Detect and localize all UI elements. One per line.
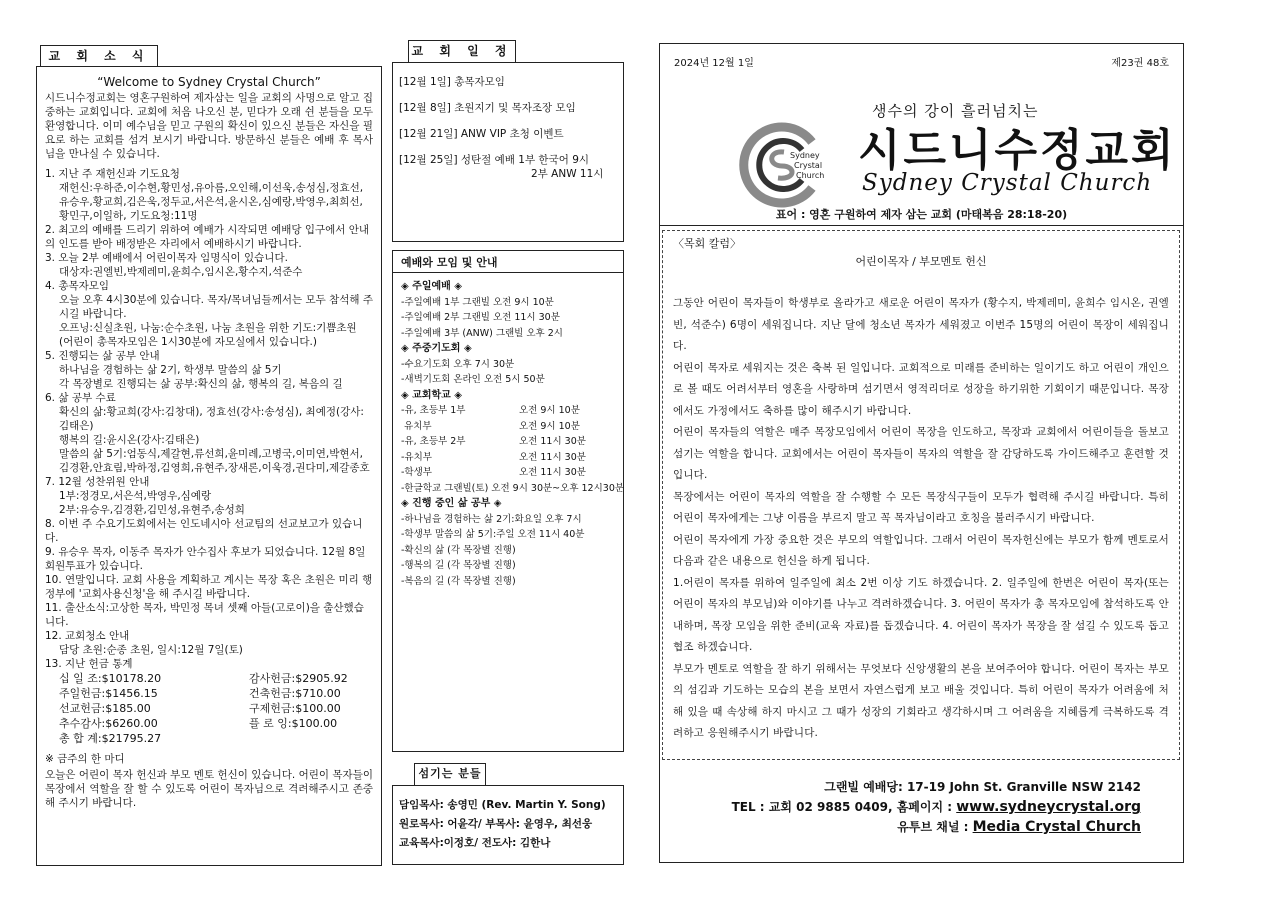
schedule-tab: 교 회 일 정	[408, 40, 516, 62]
worship-row-name: -수요기도회 오후 7시 30분	[401, 358, 515, 370]
offering-cell: 건축헌금:$710.00	[249, 687, 341, 700]
church-logo	[734, 120, 834, 210]
news-item-head: 12. 교회청소 안내	[45, 630, 130, 642]
youtube-link[interactable]: Media Crystal Church	[972, 819, 1141, 835]
worship-row-name: -하나님을 경험하는 삶 2기:화요일 오후 7시	[401, 513, 582, 525]
news-item	[45, 517, 373, 545]
worship-row-name: 유치부	[401, 420, 432, 432]
offering-cell: 총 합 계:$21795.27	[59, 732, 162, 745]
worship-row	[401, 450, 615, 466]
worship-row	[401, 403, 615, 419]
news-item-body: 대상자:권엘빈,박제레미,윤희수,임시온,황수지,석준수	[59, 266, 303, 278]
offering-cell: 선교헌금:$185.00	[59, 702, 151, 715]
worship-row	[401, 434, 615, 450]
slogan: 생수의 강이 흘러넘치는	[872, 102, 1039, 120]
worship-row-name: -복음의 길 (각 목장별 진행)	[401, 575, 516, 587]
news-item-body: 오늘 오후 4시30분에 있습니다. 목자/목녀님들께서는 모두 참석해 주시길 바랍니다. 오프닝:신실초원, 나눔:순수초원, 나눔 초원을 위한 기도:기쁨초원 (어린이 총목자모임은 1시30분에 자모실에서 있습니다.)	[59, 294, 373, 348]
news-item	[45, 349, 373, 391]
staff-line: 담임목사: 송영민 (Rev. Martin Y. Song)	[399, 799, 606, 811]
worship-row-name: -유, 초등부 2부	[401, 436, 466, 447]
worship-section-title: ◈ 주중기도회 ◈	[401, 343, 472, 354]
worship-row-name: -행복의 길 (각 목장별 진행)	[401, 560, 516, 571]
worship-row	[401, 558, 615, 574]
worship-row	[401, 372, 615, 388]
news-item-head: 4. 총목자모임	[45, 280, 110, 292]
news-item	[45, 545, 373, 573]
offering-cell: 주일헌금:$1456.15	[59, 687, 158, 700]
worship-row	[401, 295, 615, 311]
worship-row-name: -주일예배 3부 (ANW) 그랜빌 오후 2시	[401, 327, 563, 339]
welcome-heading: “Welcome to Sydney Crystal Church”	[97, 75, 321, 89]
column-paragraph: 어린이 목자들의 역할은 매주 목장모임에서 어린이 목장을 인도하고, 목장과 교회에서 어린이들을 돌보고 섬기는 역할을 합니다. 교회에서는 어린이 목자들이 목자의 역할을 잘 감당하도록 가이드해주고 훈련할 것입니다.	[673, 426, 1169, 481]
worship-section	[392, 272, 624, 752]
worship-row	[401, 574, 615, 590]
logo-text-1: Sydney	[790, 151, 820, 160]
column-paragraph: 부모가 멘토로 역할을 잘 하기 위해서는 무엇보다 신앙생활의 본을 보여주어야 합니다. 어린이 목자는 부모의 섬김과 기도하는 모습의 본을 보면서 자연스럽게 보고 배울 것입니다. 특히 어린이 목자가 어려움에 처해 있을 때 속상해 하지 마시고 그 때가 성장의 기회라고 생각하시며 그 어려움을 지혜롭게 극복하도록 격려하고 응원해주시기 바랍니다.	[673, 662, 1169, 739]
news-item-head: 13. 지난 헌금 통계	[45, 658, 133, 670]
church-name-english: Sydney Crystal Church	[862, 170, 1153, 196]
news-item	[45, 475, 373, 517]
news-item-body: 하나님을 경험하는 삶 2기, 학생부 말씀의 삶 5기 각 목장별로 진행되는 삶 공부:확신의 삶, 행복의 길, 복음의 길	[59, 364, 343, 390]
worship-row-name: -확신의 삶 (각 목장별 진행)	[401, 544, 516, 556]
staff-line: 원로목사: 어윤각/ 부목사: 윤영우, 최선웅	[399, 818, 593, 830]
news-item-head: 5. 진행되는 삶 공부 안내	[45, 350, 160, 362]
worship-row-time: 오전 9시 10분	[519, 420, 580, 432]
worship-row-name: -학생부 말씀의 삶 5기:주일 오전 11시 40분	[401, 529, 585, 540]
column-paragraph: 그동안 어린이 목자들이 학생부로 올라가고 새로운 어린이 목자가 (황수지, 박제레미, 윤희수 임시온, 권엘빈, 석준수) 6명이 세워집니다. 지난 달에 청소년 목자가 세워졌고 이번주 15명의 어린이 목장이 세워집니다.	[673, 297, 1169, 352]
worship-row-name: -주일예배 2부 그랜빌 오전 11시 30분	[401, 312, 560, 323]
worship-row	[401, 527, 615, 543]
schedule-event-text: [12월 1일] 총목자모임	[399, 76, 505, 88]
news-list	[45, 167, 373, 671]
divider	[660, 225, 1183, 226]
intro-text: 시드니수정교회는 영혼구원하여 제자삼는 일을 교회의 사명으로 알고 집중하는 교회입니다. 교회에 처음 나오신 분, 믿다가 오래 쉰 분들을 모두 환영합니다. 이미 예수님을 믿고 구원의 확신이 있으신 분들은 자신을 필요로 하는 교회를 섬겨 보시기 바랍니다. 방문하신 분들은 예배 후 목사님을 만나실 수 있습니다.	[45, 92, 373, 160]
worship-section-title: ◈ 진행 중인 삶 공부 ◈	[401, 498, 502, 509]
staff-line: 교육목사:이정호/ 전도사: 김한나	[399, 837, 551, 849]
column-body	[673, 293, 1169, 745]
worship-row	[401, 326, 615, 342]
worship-row-name: -주일예배 1부 그랜빌 오전 9시 10분	[401, 296, 554, 308]
news-item-head: 1. 지난 주 재헌신과 기도요청	[45, 168, 180, 180]
worship-row	[401, 357, 615, 373]
logo-text-3: Church	[796, 171, 825, 180]
tel-label: TEL : 교회 02 9885 0409, 홈페이지 :	[731, 800, 957, 814]
church-news-section	[36, 66, 382, 866]
news-item-body: 재헌신:우하준,이수현,황민성,유아름,오인해,이선욱,송성심,정효선,유승우,황교희,김은욱,정두교,서은석,윤시온,심예랑,박영우,최희선,황민구,이일하, 기도요청:11명	[59, 182, 364, 222]
news-item	[45, 223, 373, 251]
website-link[interactable]: www.sydneycrystal.org	[956, 799, 1141, 815]
worship-row-time: 오전 11시 30분	[519, 436, 586, 447]
news-item	[45, 601, 373, 629]
news-item	[45, 573, 373, 601]
issue-volume: 제23권 48호	[1111, 58, 1169, 69]
schedule-event-sub: 2부 ANW 11시	[531, 168, 604, 180]
offering-cell: 추수감사:$6260.00	[59, 717, 158, 730]
column-paragraph: 1.어린이 목자를 위하여 일주일에 최소 2번 이상 기도 하겠습니다. 2. 일주일에 한번은 어린이 목자(또는 어린이 목자의 부모님)와 이야기를 나누고 격려하겠습니다. 3. 어린이 목자가 총 목자모임에 참석하도록 안내하며, 목장 모임을 위한 준비(교육 자료)를 돕겠습니다. 4. 어린이 목자가 목장을 잘 섬길 수 있도록 돕고 협조 하겠습니다.	[673, 576, 1169, 653]
worship-section-title: ◈ 주일예배 ◈	[401, 281, 462, 292]
column-paragraph: 어린이 목자로 세워지는 것은 축복 된 일입니다. 교회적으로 미래를 준비하는 일이기도 하고 어린이 개인으로 볼 때도 어려서부터 영혼을 사랑하며 섬기면서 영적리더로 성장을 하기위한 기회이기 때문입니다. 목장에서도 가정에서도 축하를 많이 해주시기 바랍니다.	[673, 361, 1169, 417]
column-title: 어린이목자 / 부모멘토 헌신	[855, 255, 987, 268]
schedule-event	[399, 75, 617, 89]
address: 그랜빌 예배당: 17-19 John St. Granville NSW 2142	[824, 780, 1141, 794]
youtube-label: 유투브 채널 :	[897, 820, 973, 834]
news-item-head: 11. 출산소식:고상한 목자, 박민정 목녀 셋째 아들(고로이)을 출산했습니다.	[45, 602, 364, 628]
news-tab: 교 회 소 식	[40, 45, 158, 67]
news-item-body: 담당 초원:순종 초원, 일시:12월 7일(토)	[59, 644, 243, 656]
worship-row	[401, 419, 615, 435]
news-item-head: 10. 연말입니다. 교회 사용을 계획하고 계시는 목장 혹은 초원은 미리 행정부에 '교회사용신청'을 해 주시길 바랍니다.	[45, 574, 373, 600]
worship-heading: 예배와 모임 및 안내	[392, 250, 624, 272]
worship-row-time: 오전 9시 10분	[519, 405, 580, 416]
offering-cell	[249, 731, 399, 746]
tip-heading: ※ 금주의 한 마디	[45, 753, 125, 765]
column-tag: 〈목회 칼럼〉	[673, 237, 742, 250]
worship-row-time: 오전 11시 30분	[519, 467, 586, 478]
news-item	[45, 391, 373, 475]
offering-cell: 십 일 조:$10178.20	[59, 672, 162, 685]
news-item-body: 1부:정경모,서은석,박영우,심예랑 2부:유승우,김경환,김민성,유현주,송성희	[59, 490, 245, 516]
column-paragraph: 목장에서는 어린이 목자의 역할을 잘 수행할 수 모든 목장식구들이 모두가 협력해 주시길 바랍니다. 특히 어린이 목자에게는 그냥 이름을 부르지 말고 꼭 목자님이라고 호칭을 불러주시기 바랍니다.	[673, 490, 1169, 524]
news-item	[45, 167, 373, 223]
worship-row-name: -한글학교 그랜빌(토) 오전 9시 30분~오후 12시30분	[401, 482, 625, 494]
news-item-head: 3. 오늘 2부 예배에서 어린이목자 임명식이 있습니다.	[45, 252, 288, 264]
issue-date: 2024년 12월 1일	[674, 58, 754, 69]
schedule-event-text: [12월 25일] 성탄절 예배 1부 한국어 9시	[399, 154, 590, 166]
worship-row	[401, 310, 615, 326]
worship-row	[401, 465, 615, 481]
news-item	[45, 657, 373, 671]
worship-row	[401, 543, 615, 559]
worship-row	[401, 512, 615, 528]
offering-stats	[45, 671, 373, 746]
schedule-event	[399, 127, 617, 141]
staff-section	[392, 785, 624, 865]
worship-row-name: -유, 초등부 1부	[401, 405, 466, 416]
column-paragraph: 어린이 목자에게 가장 중요한 것은 부모의 역할입니다. 그래서 어린이 목자헌신에는 부모가 함께 멘토로서 다음과 같은 내용으로 헌신을 하게 됩니다.	[673, 533, 1169, 567]
news-item-head: 6. 삶 공부 수료	[45, 392, 116, 404]
schedule-event	[399, 101, 617, 115]
news-item	[45, 279, 373, 349]
news-item-head: 7. 12월 성찬위원 안내	[45, 476, 150, 488]
worship-row-name: -유치부	[401, 451, 432, 463]
schedule-event	[399, 153, 617, 181]
news-item-head: 8. 이번 주 수요기도회에서는 인도네시아 선교팀의 선교보고가 있습니다.	[45, 518, 363, 544]
worship-row-name: -새벽기도회 온라인 오전 5시 50분	[401, 374, 545, 385]
tip-body: 오늘은 어린이 목자 헌신과 부모 멘토 헌신이 있습니다. 어린이 목자들이 목장에서 역할을 잘 할 수 있도록 어린이 목자님으로 격려해주시고 존중해 주시기 바랍니다.	[45, 769, 373, 809]
news-item	[45, 629, 373, 657]
worship-row	[401, 481, 625, 497]
schedule-section	[392, 62, 624, 242]
offering-cell: 구제헌금:$100.00	[249, 702, 341, 715]
news-item-head: 9. 유승우 목자, 이동주 목자가 안수집사 후보가 되었습니다. 12월 8일 회원투표가 있습니다.	[45, 546, 366, 572]
church-name-korean: 시드니수정교회	[858, 125, 1177, 176]
pastor-column	[662, 230, 1180, 760]
front-page	[659, 43, 1184, 863]
news-item	[45, 251, 373, 279]
motto: 표어 : 영혼 구원하여 제자 삼는 교회 (마태복음 28:18-20)	[775, 208, 1068, 221]
schedule-event-text: [12월 21일] ANW VIP 초청 이벤트	[399, 128, 564, 140]
staff-tab: 섬기는 분들	[414, 763, 486, 785]
schedule-event-text: [12월 8일] 초원지기 및 목자조장 모임	[399, 102, 576, 114]
offering-cell: 플 로 잉:$100.00	[249, 717, 338, 730]
logo-text-2: Crystal	[794, 161, 823, 170]
offering-cell: 감사헌금:$2905.92	[249, 672, 348, 685]
worship-row-time: 오전 11시 30분	[519, 451, 586, 463]
contact-footer	[660, 777, 1183, 837]
worship-section-title: ◈ 교회학교 ◈	[401, 389, 462, 401]
worship-row-name: -학생부	[401, 467, 432, 478]
news-item-body: 확신의 삶:황교희(강사:김창대), 정효선(강사:송성심), 최예정(강사:김태은) 행복의 길:윤시온(강사:김태은) 말씀의 삶 5기:엄동식,제갈현,류선희,윤미례,고병국,이미연,박현서,김경환,안효림,박하정,김영희,유현주,장새론,이욱경,권다미,제갈종호	[59, 406, 370, 474]
news-item-head: 2. 최고의 예배를 드리기 위하여 예배가 시작되면 예배당 입구에서 안내의 인도를 받아 배정받은 자리에서 예배하시기 바랍니다.	[45, 224, 370, 250]
